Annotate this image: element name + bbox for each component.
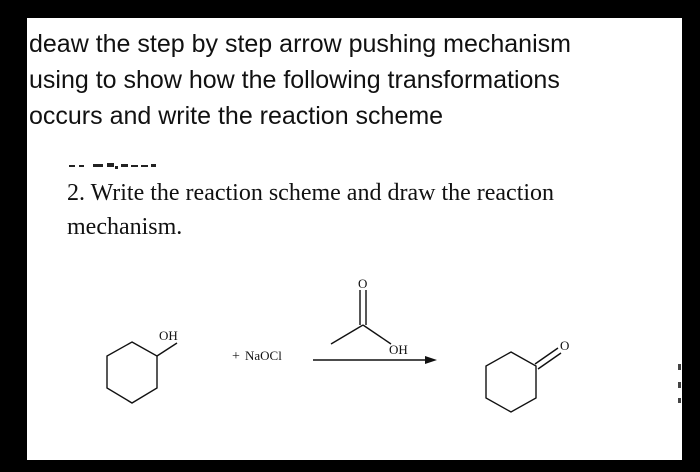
plus-sign: + — [232, 349, 240, 364]
instruction-line-1: 2. Write the reaction scheme and draw the reaction — [67, 180, 555, 206]
cyclohexanol-structure — [107, 342, 177, 403]
product-o-label: O — [560, 338, 570, 353]
reaction-scheme — [27, 18, 682, 460]
catalyst-oh-label: OH — [389, 342, 408, 357]
catalyst-o-label: O — [358, 276, 368, 291]
reactant-oh-label: OH — [159, 328, 178, 343]
question-line-1: deaw the step by step arrow pushing mechanism — [29, 30, 571, 58]
instruction-line-2: mechanism. — [67, 214, 183, 240]
cropped-edge-marks — [677, 358, 682, 418]
reaction-arrow — [313, 356, 437, 364]
cyclohexanone-structure — [486, 348, 561, 412]
question-line-3: occurs and write the reaction scheme — [29, 102, 444, 130]
cropped-document-page — [27, 18, 682, 460]
question-line-2: using to show how the following transformations — [29, 66, 560, 94]
reagent-label: NaOCl — [245, 348, 282, 363]
acetic-acid-structure — [331, 290, 391, 344]
